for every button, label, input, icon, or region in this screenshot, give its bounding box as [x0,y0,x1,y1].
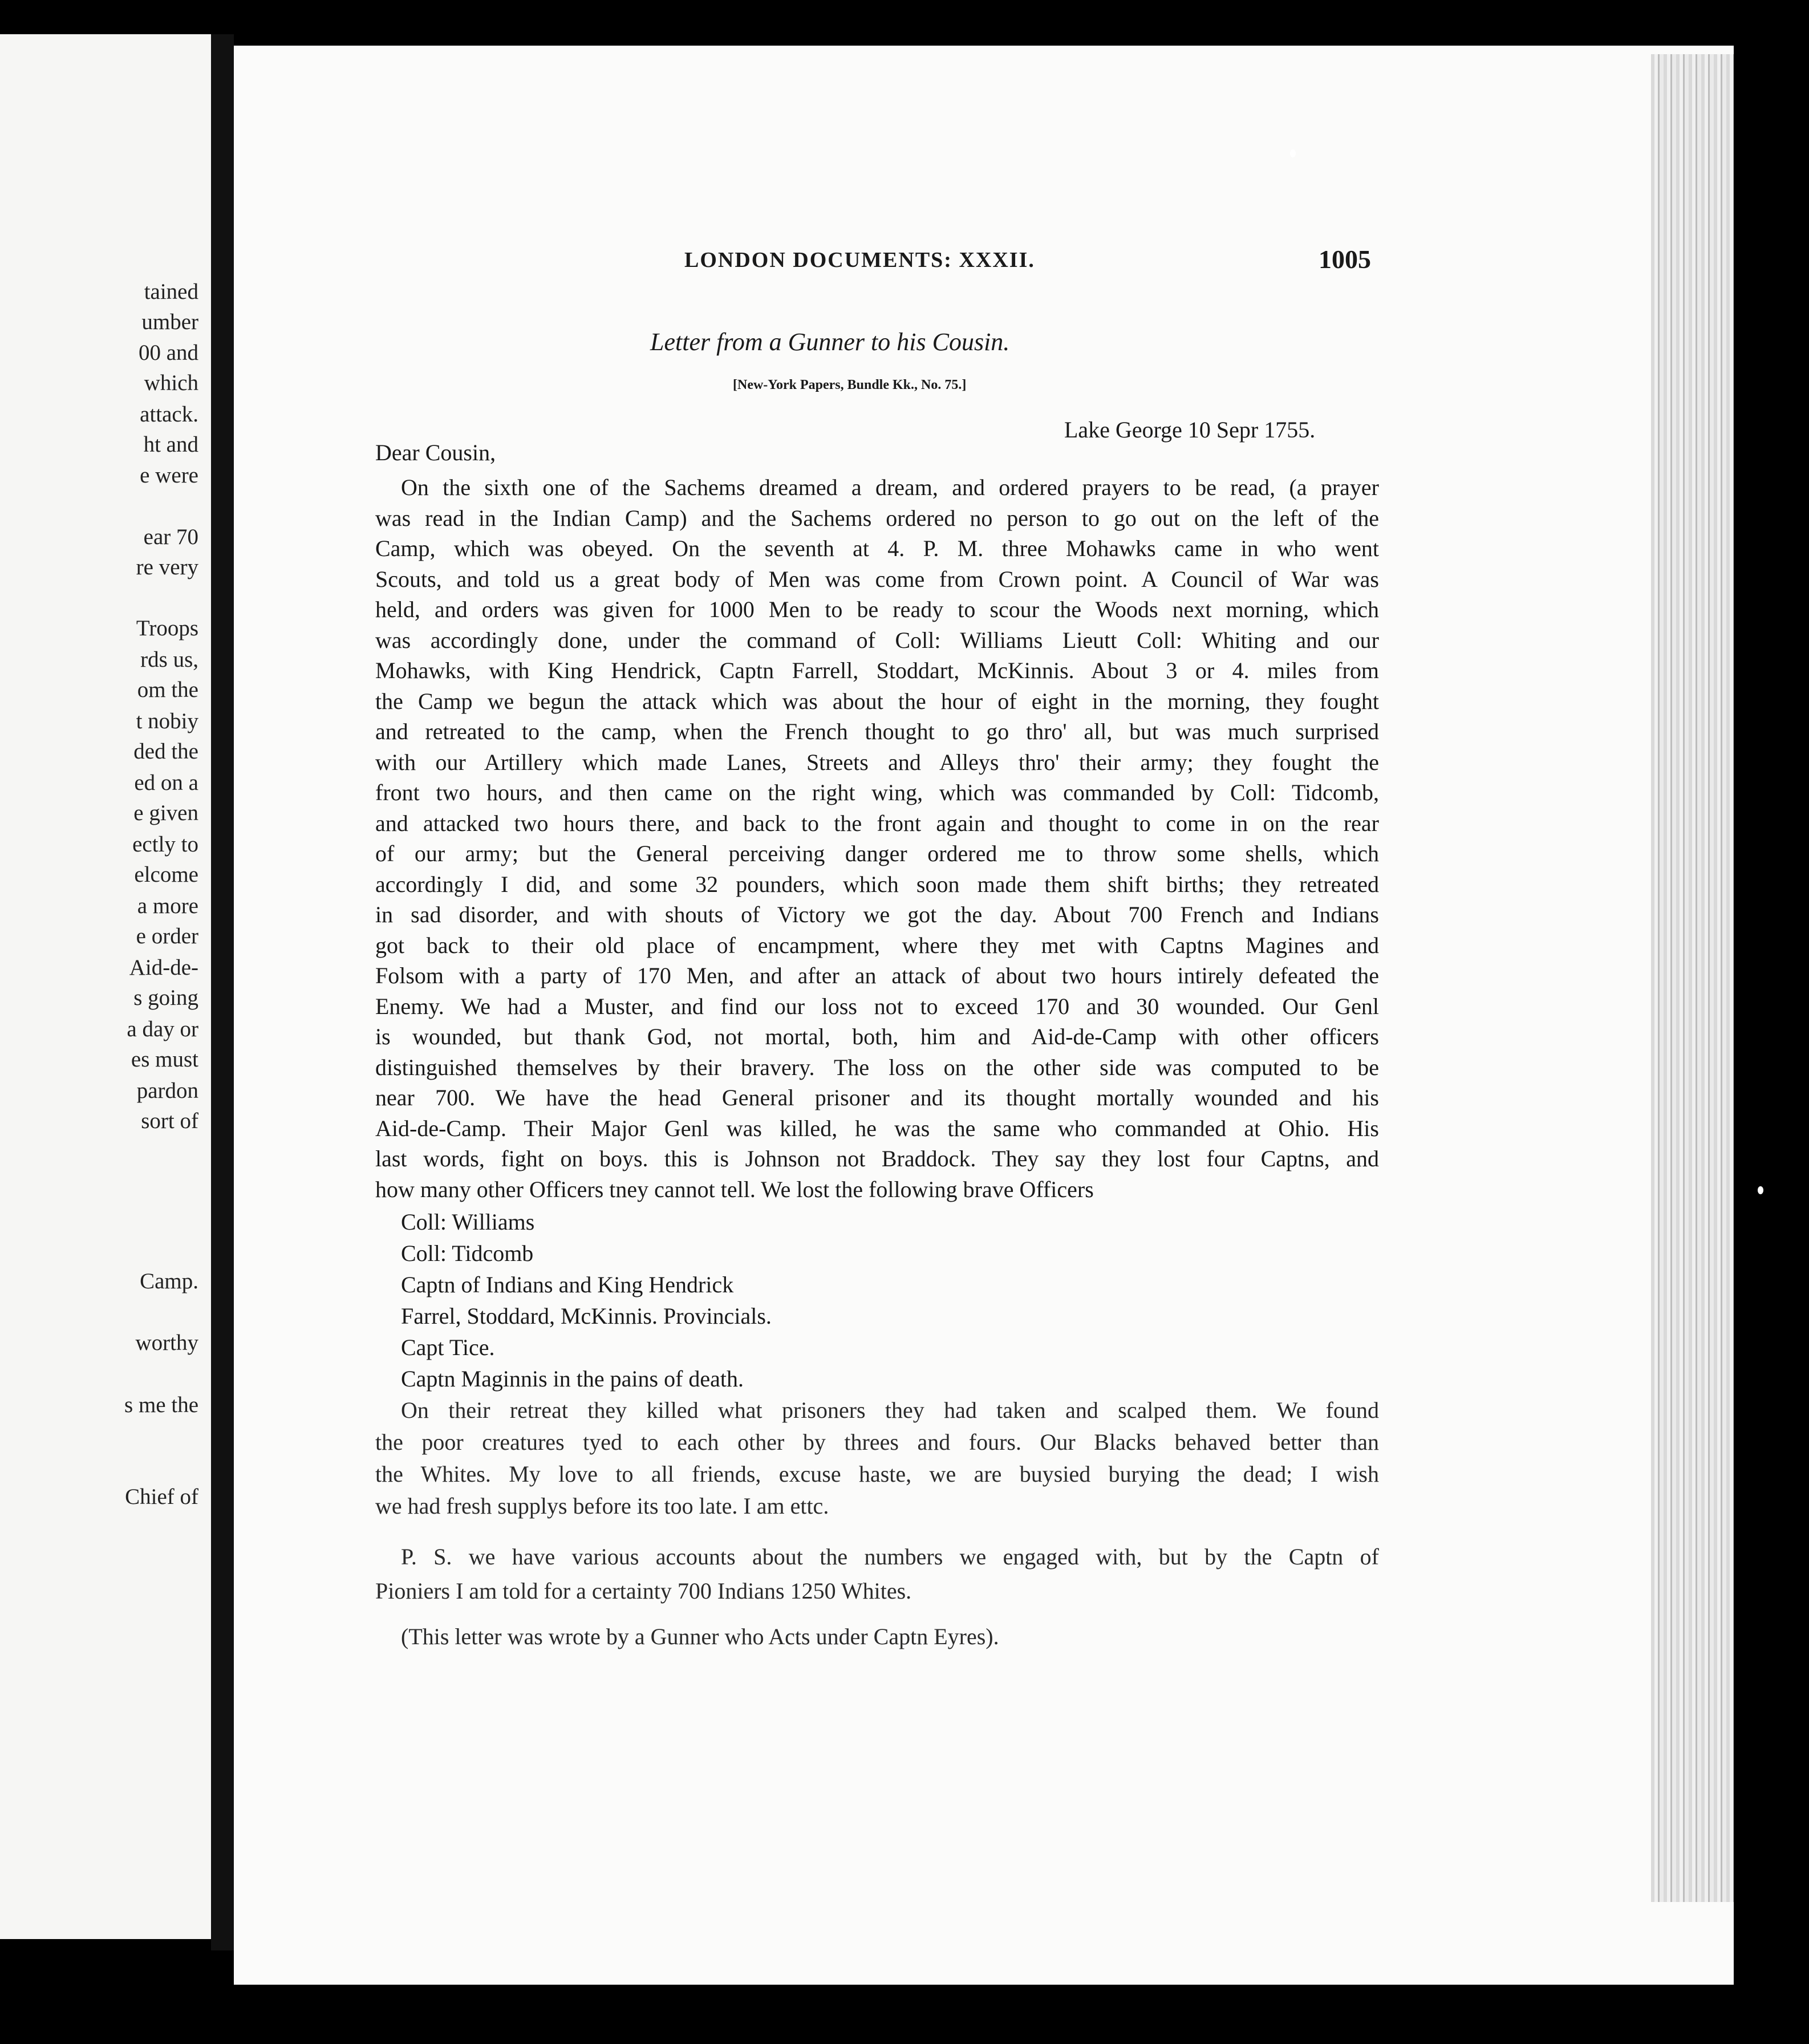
officers-list [401,1206,772,1394]
text-line: Pioniers I am told for a certainty 700 Indians 1250 Whites. [375,1578,912,1604]
scan-speck [1290,149,1296,157]
salutation: Dear Cousin, [375,440,496,465]
officer-entry: Farrel, Stoddard, McKinnis. Provincials. [401,1303,772,1329]
left-page-line: ht and [143,432,198,457]
running-header: LONDON DOCUMENTS: XXXII. [684,248,1035,272]
left-page-line: rds us, [140,647,198,672]
text-line: On their retreat they killed what prisoners they had taken and scalped them. We found [401,1397,1379,1423]
page-edge-stack [1651,54,1734,1902]
text-line: how many other Officers tney cannot tell. We lost the following brave Officers [375,1176,1094,1202]
left-page-line: s me the [124,1393,198,1417]
left-page-line: 00 and [138,340,198,365]
left-page-line: a day or [127,1017,198,1041]
letter-title: Letter from a Gunner to his Cousin. [650,328,1010,356]
text-line: Enemy. We had a Muster, and find our loss not to exceed 170 and 30 wounded. Our Genl [375,993,1379,1019]
left-page-line: e were [140,463,198,488]
left-page-line: t nobiy [136,709,198,733]
closing-paragraph [375,1394,1379,1522]
text-line: was read in the Indian Camp) and the Sachems ordered no person to go out on the left of the [375,505,1379,531]
left-page-line: om the [137,678,198,702]
left-page-line: es must [131,1047,198,1072]
officer-entry: Capt Tice. [401,1335,495,1360]
left-page-line: attack. [140,402,198,427]
text-line: front two hours, and then came on the right wing, which was commanded by Coll: Tidcomb, [375,780,1379,805]
text-line: Folsom with a party of 170 Men, and after an attack of about two hours intirely defeated the [375,963,1379,988]
left-page-line: Camp. [140,1269,198,1293]
text-line: is wounded, but thank God, not mortal, both, him and Aid-de-Camp with other officers [375,1024,1379,1049]
text-line: with our Artillery which made Lanes, Streets and Alleys thro' their army; they fought the [375,749,1379,775]
left-page-line: worthy [135,1331,198,1355]
officer-entry: Coll: Tidcomb [401,1240,534,1266]
text-line: got back to their old place of encampment, where they met with Captns Magines and [375,932,1379,958]
left-page-line: tained [144,279,198,304]
left-page-line: which [144,371,198,395]
left-page-line: ectly to [132,832,198,857]
dateline: Lake George 10 Sepr 1755. [1064,417,1316,443]
left-page-line: pardon [136,1078,198,1103]
postscript [375,1540,1379,1608]
left-page-line: ded the [133,739,198,764]
left-page-line: re very [136,555,198,579]
left-page-line: elcome [134,862,198,887]
left-page-line: e order [136,924,198,948]
text-line: the Camp we begun the attack which was about the hour of eight in the morning, they fought [375,688,1379,714]
left-page-line: umber [141,310,198,334]
text-line: accordingly I did, and some 32 pounders, which soon made them shift births; they retreated [375,871,1379,897]
text-line: and retreated to the camp, when the French thought to go thro' all, but was much surprised [375,719,1379,744]
text-line: P. S. we have various accounts about the numbers we engaged with, but by the Captn of [401,1544,1379,1570]
page-number: 1005 [1319,245,1371,274]
book-gutter [211,34,234,1950]
left-page-fragment [0,34,211,1939]
officer-entry: Captn of Indians and King Hendrick [401,1272,734,1297]
left-page-line: Aid-de- [129,955,198,980]
source-citation: [New-York Papers, Bundle Kk., No. 75.] [733,378,967,392]
text-line: the poor creatures tyed to each other by threes and fours. Our Blacks behaved better than [375,1429,1379,1455]
text-line: we had fresh supplys before its too late. I am ettc. [375,1493,829,1519]
text-line: Aid-de-Camp. Their Major Genl was killed, he was the same who commanded at Ohio. His [375,1115,1379,1141]
text-line: distinguished themselves by their bravery. The loss on the other side was computed to be [375,1054,1379,1080]
text-line: last words, fight on boys. this is Johnson not Braddock. They say they lost four Captns, and [375,1146,1379,1171]
left-page-line: s going [133,986,198,1010]
text-line: near 700. We have the head General prisoner and its thought mortally wounded and his [375,1085,1379,1110]
left-page-line: sort of [141,1109,198,1133]
officer-entry: Captn Maginnis in the pains of death. [401,1366,744,1392]
left-page-line: Chief of [125,1485,198,1509]
left-page-line: a more [137,894,198,918]
letter-body [375,472,1379,1204]
text-line: Scouts, and told us a great body of Men was come from Crown point. A Council of War was [375,566,1379,592]
left-page-line: ed on a [134,770,198,795]
text-line: of our army; but the General perceiving danger ordered me to throw some shells, which [375,841,1379,866]
left-page-line: e given [133,801,198,825]
officer-entry: Coll: Williams [401,1209,535,1235]
text-line: Camp, which was obeyed. On the seventh at 4. P. M. three Mohawks came in who went [375,536,1379,561]
text-line: held, and orders was given for 1000 Men to be ready to scour the Woods next morning, which [375,597,1379,622]
text-line: and attacked two hours there, and back to the front again and thought to come in on the rear [375,810,1379,836]
text-line: was accordingly done, under the command of Coll: Williams Lieutt Coll: Whiting and our [375,627,1379,653]
text-line: in sad disorder, and with shouts of Victory we got the day. About 700 French and Indians [375,902,1379,927]
text-line: the Whites. My love to all friends, excuse haste, we are buysied burying the dead; I wish [375,1461,1379,1487]
text-line: On the sixth one of the Sachems dreamed a dream, and ordered prayers to be read, (a prayer [401,474,1379,500]
letter-note: (This letter was wrote by a Gunner who Acts under Captn Eyres). [401,1624,999,1649]
left-page-line: ear 70 [143,525,198,549]
text-line: Mohawks, with King Hendrick, Captn Farrell, Stoddart, McKinnis. About 3 or 4. miles from [375,658,1379,683]
scan-speck [1758,1186,1763,1194]
left-page-line: Troops [136,616,198,640]
